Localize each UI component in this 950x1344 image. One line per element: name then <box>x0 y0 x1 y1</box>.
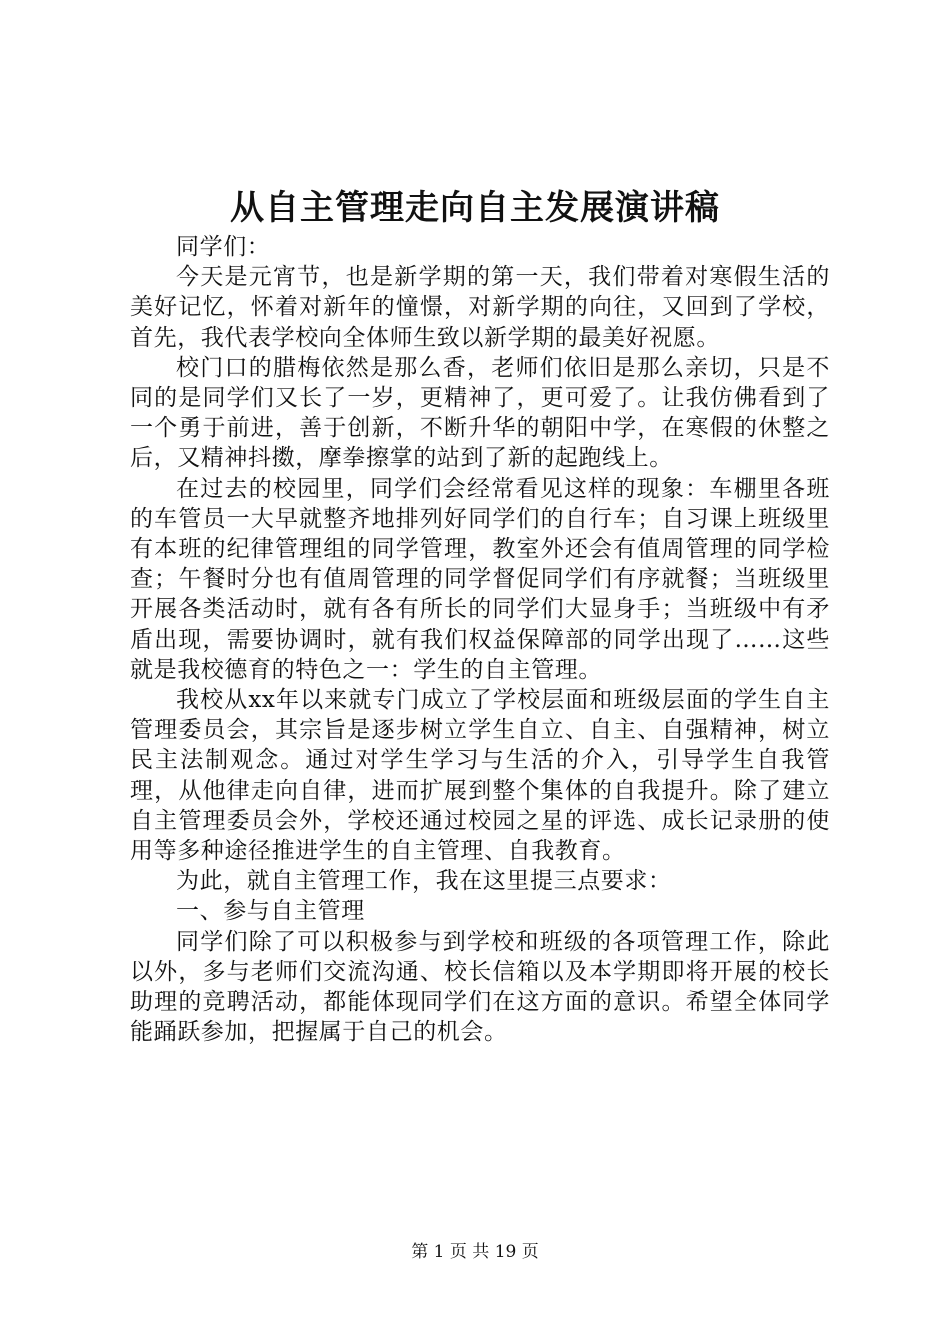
section-heading-participate: 一、参与自主管理 <box>176 898 365 925</box>
document-body <box>130 232 830 1047</box>
paragraph-school-gate: 校门口的腊梅依然是那么香，老师们依旧是那么亲切，只是不同的是同学们又长了一岁，更精神了，更可爱了。让我仿佛看到了一个勇于前进，善于创新，不断升华的朝阳中学，在寒假的休整之后，又精神抖擞，摩拳擦掌的站到了新的起跑线上。 <box>130 354 830 472</box>
paragraph-greeting: 同学们： <box>176 234 271 260</box>
paragraph-requirements-intro: 为此，就自主管理工作，我在这里提三点要求： <box>176 868 672 895</box>
paragraph-committee: 我校从xx年以来就专门成立了学校层面和班级层面的学生自主管理委员会，其宗旨是逐步树立学生自立、自主、自强精神，树立民主法制观念。通过对学生学习与生活的介入，引导学生自我管理，从他律走向自律，进而扩展到整个集体的自我提升。除了建立自主管理委员会外，学校还通过校园之星的评选、成长记录册的使用等多种途径推进学生的自主管理、自我教育。 <box>130 687 830 865</box>
paragraph-participate: 同学们除了可以积极参与到学校和班级的各项管理工作，除此以外，多与老师们交流沟通、校长信箱以及本学期即将开展的校长助理的竞聘活动，都能体现同学们在这方面的意识。希望全体同学能踊跃参加，把握属于自己的机会。 <box>130 928 830 1046</box>
paragraph-opening: 今天是元宵节，也是新学期的第一天，我们带着对寒假生活的美好记忆，怀着对新年的憧憬，对新学期的向往，又回到了学校，首先，我代表学校向全体师生致以新学期的最美好祝愿。 <box>130 264 830 351</box>
page-number-footer: 第 1 页 共 19 页 <box>411 1242 539 1262</box>
document-title: 从自主管理走向自主发展演讲稿 <box>230 188 720 228</box>
paragraph-campus-past: 在过去的校园里，同学们会经常看见这样的现象：车棚里各班的车管员一大早就整齐地排列好同学们的自行车；自习课上班级里有本班的纪律管理组的同学管理，教室外还会有值周管理的同学检查；午餐时分也有值周管理的同学督促同学们有序就餐；当班级里开展各类活动时，就有各有所长的同学们大显身手；当班级中有矛盾出现，需要协调时，就有我们权益保障部的同学出现了……这些就是我校德育的特色之一：学生的自主管理。 <box>130 475 830 683</box>
